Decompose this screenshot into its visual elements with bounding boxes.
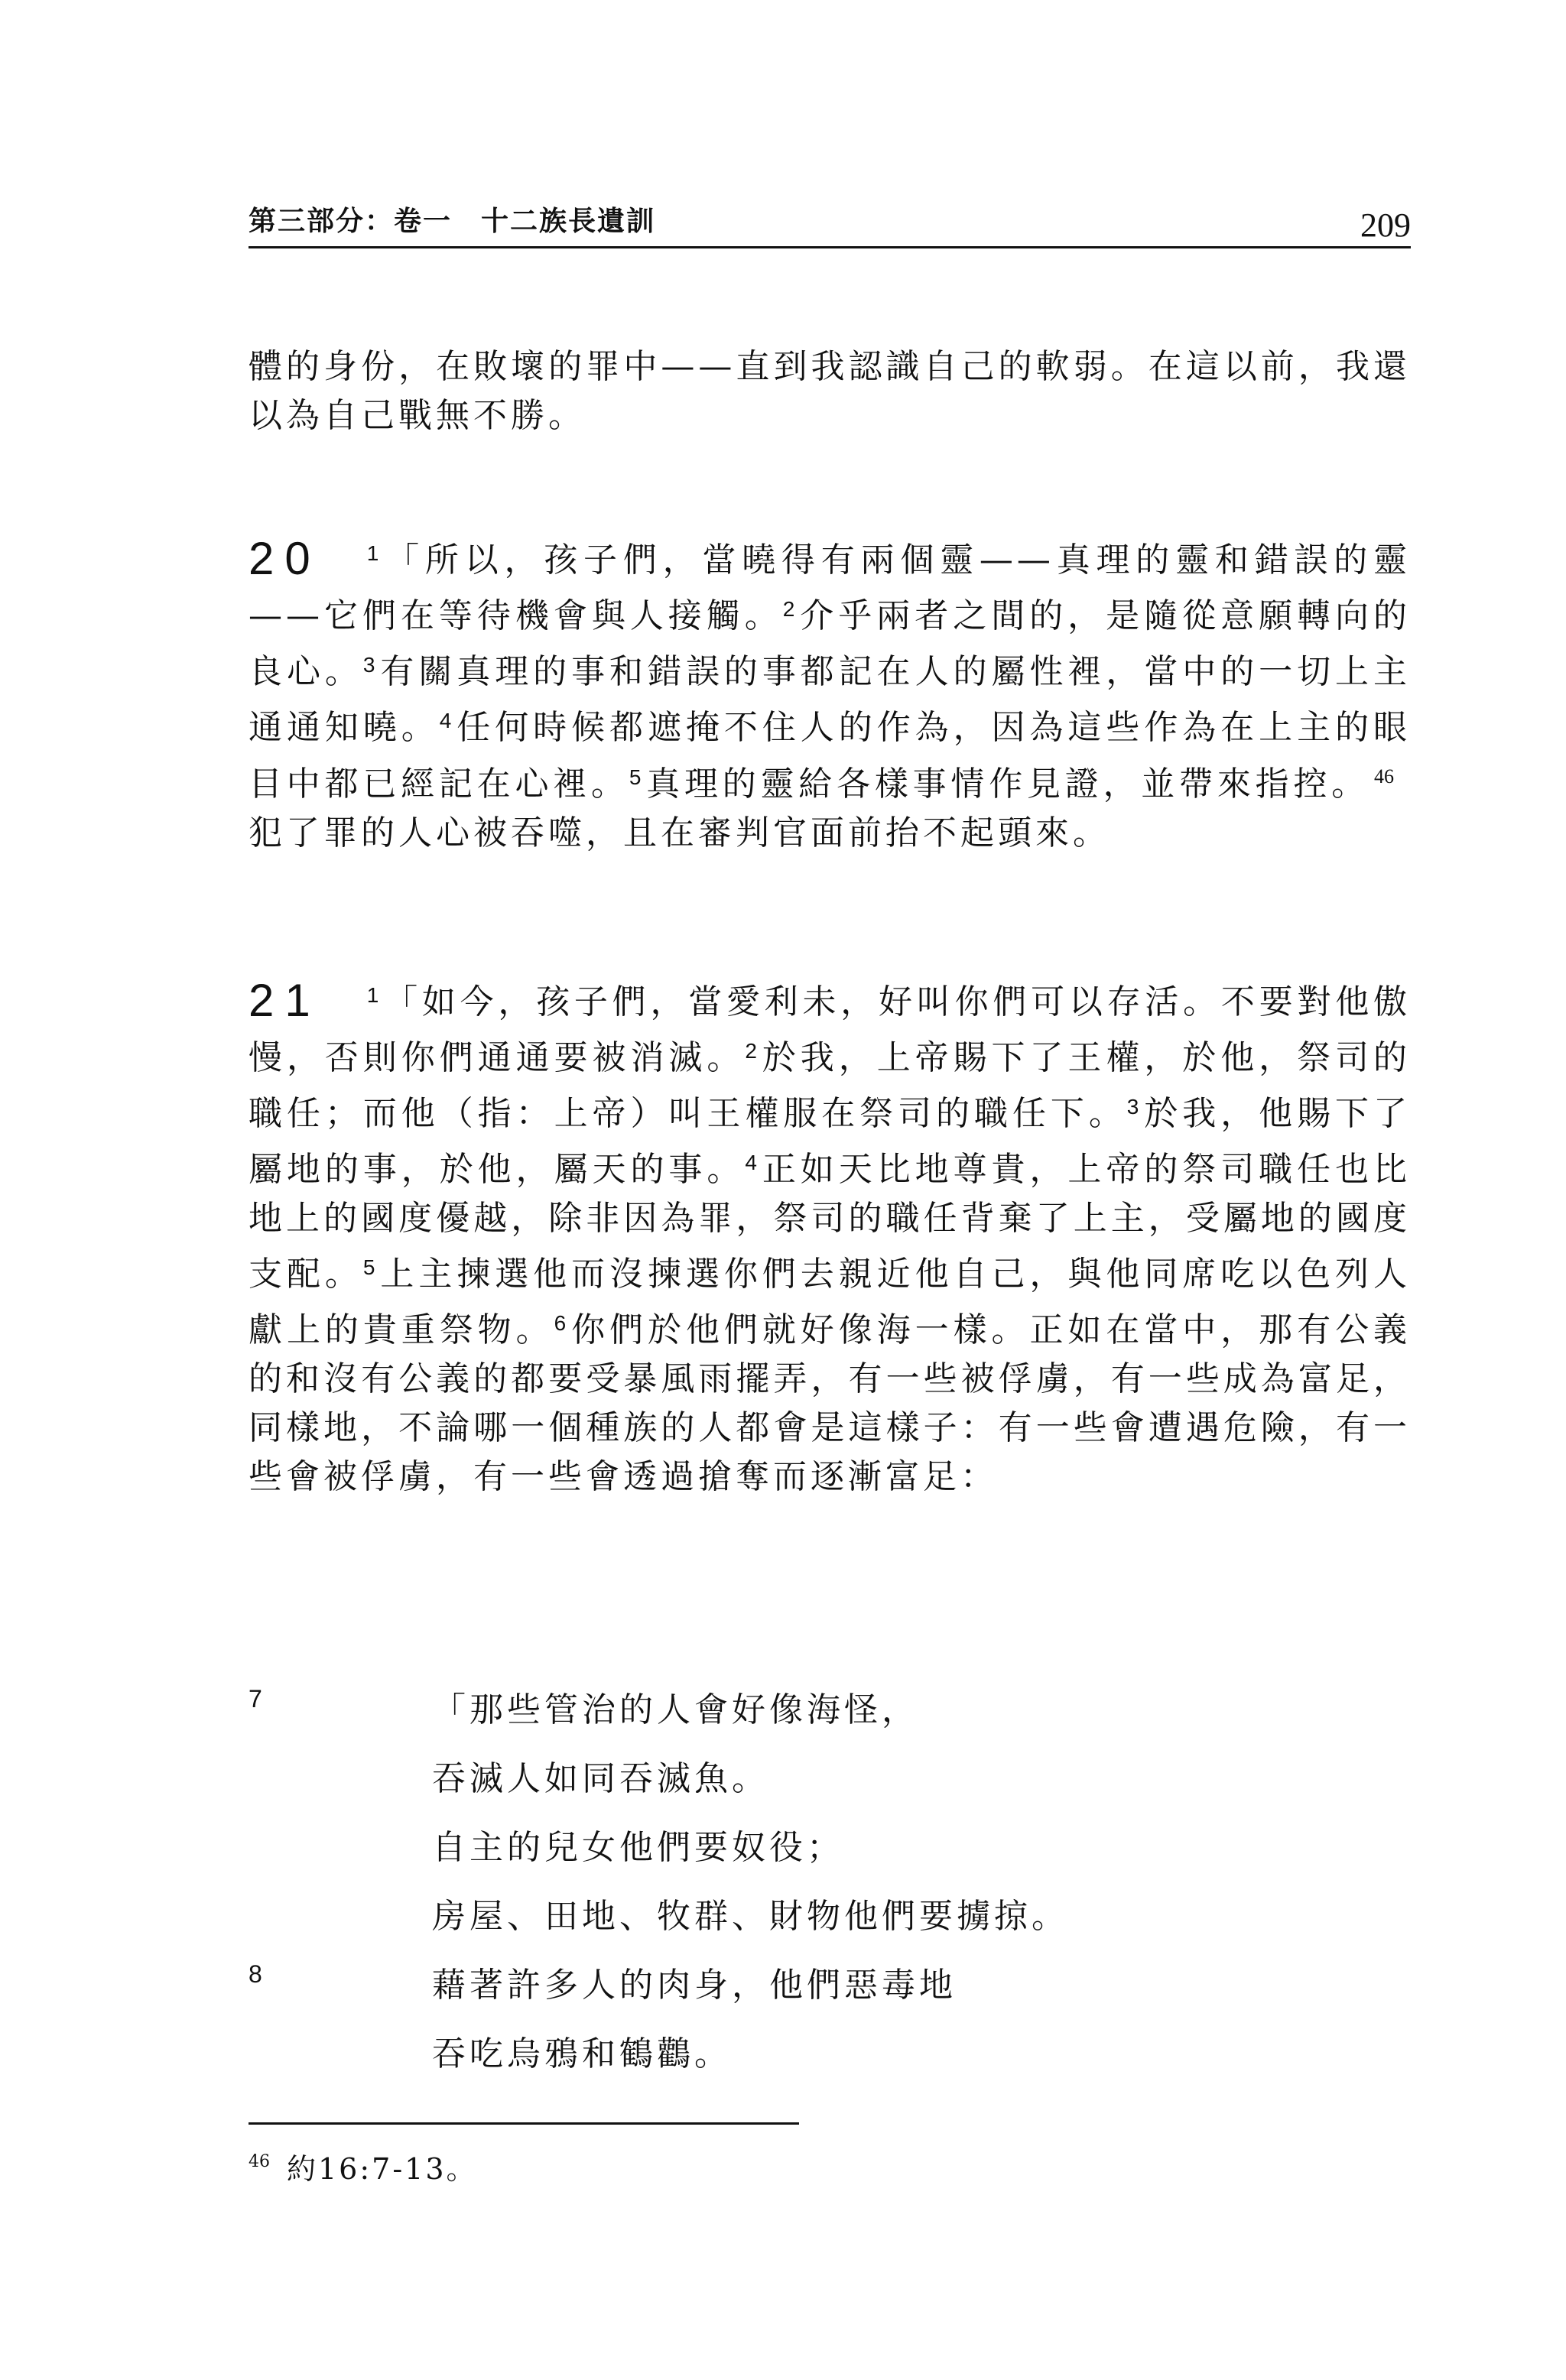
- running-title: 第三部分：卷一 十二族長遺訓: [249, 206, 656, 237]
- chapter-21-paragraph: [249, 971, 1411, 1502]
- verse-number: 2: [745, 1039, 757, 1063]
- poem-line: 房屋、田地、牧群、財物他們要擄掠。: [432, 1897, 1069, 1936]
- verse-number: 8: [249, 1960, 262, 1988]
- verse-text: 於我，他賜下了屬地的事，於他，屬天的事。: [249, 1094, 1412, 1189]
- footnote-divider: [249, 2122, 799, 2125]
- verse-text: 「如今，孩子們，當愛利未，好叫你們可以存活。不要對他傲慢，否則你們通通要被消滅。: [249, 982, 1411, 1077]
- poem-line: 吞滅人如同吞滅魚。: [432, 1759, 769, 1798]
- poem-line: 吞吃烏鴉和鶴鸛。: [432, 2034, 732, 2073]
- chapter-number: 20: [249, 533, 321, 584]
- verse-text: 有關真理的事和錯誤的事都記在人的屬性裡，當中的一切上主通通知曉。: [249, 652, 1411, 747]
- verse-number: 2: [782, 597, 795, 621]
- verse-text: 任何時候都遮掩不住人的作為，因為這些作為在上主的眼目中都已經記在心裡。: [249, 708, 1412, 804]
- verse-text: 於我，上帝賜下了王權，於他，祭司的職任；而他（指：上帝）叫王權服在祭司的職任下。: [249, 1038, 1412, 1133]
- verse-number: 3: [1126, 1095, 1139, 1119]
- poem-line: 藉著許多人的肉身，他們惡毒地: [432, 1966, 957, 2005]
- verse-number: 4: [745, 1151, 757, 1174]
- verse-text: 你們於他們就好像海一樣。正如在當中，那有公義的和沒有公義的都要受暴風雨擺弄，有一些被俘虜，有一些成為富足，同樣地，不論哪一個種族的人都會是這樣子：有一些會遭遇危險，有一些會被俘虜，有一些會透過搶奪而逐漸富足：: [249, 1310, 1412, 1496]
- verse-number: 4: [439, 709, 452, 732]
- verse-number: 1: [366, 983, 379, 1007]
- chapter-20-paragraph: [249, 529, 1411, 858]
- verse-number: 5: [629, 765, 642, 789]
- poem-line: 自主的兒女他們要奴役；: [432, 1828, 844, 1867]
- verse-text: 「所以，孩子們，當曉得有兩個靈——真理的靈和錯誤的靈——它們在等待機會與人接觸。: [249, 541, 1411, 635]
- chapter-number: 21: [249, 975, 321, 1026]
- running-header: [249, 193, 1411, 248]
- verse-text: 上主揀選他而沒揀選你們去親近他自己，與他同席吃以色列人獻上的貴重祭物。: [249, 1255, 1411, 1349]
- poem-line: 「那些管治的人會好像海怪，: [432, 1690, 919, 1729]
- verse-text: 真理的靈給各樣事情作見證，並帶來指控。: [645, 765, 1370, 804]
- verse-text: 犯了罪的人心被吞噬，且在審判官面前抬不起頭來。: [249, 813, 1110, 852]
- continuation-paragraph: [249, 343, 1411, 440]
- verse-text: 介乎兩者之間的，是隨從意願轉向的良心。: [249, 596, 1412, 691]
- footnote-reference: 46: [1374, 765, 1395, 787]
- footnote-number: 46: [249, 2152, 270, 2171]
- verse-number: 5: [362, 1255, 375, 1279]
- continuation-text: 體的身份，在敗壞的罪中——直到我認識自己的軟弱。在這以前，我還以為自己戰無不勝。: [249, 347, 1411, 435]
- verse-number: 6: [554, 1311, 567, 1335]
- page-number: 209: [1360, 206, 1411, 244]
- footnote: [249, 2145, 478, 2187]
- verse-number: 7: [249, 1685, 262, 1713]
- footnote-text: 約16:7-13。: [287, 2152, 478, 2186]
- verse-number: 3: [362, 653, 375, 677]
- verse-text: 正如天比地尊貴，上帝的祭司職任也比地上的國度優越，除非因為罪，祭司的職任背棄了上主，受屬地的國度支配。: [249, 1150, 1412, 1294]
- verse-number: 1: [366, 541, 379, 565]
